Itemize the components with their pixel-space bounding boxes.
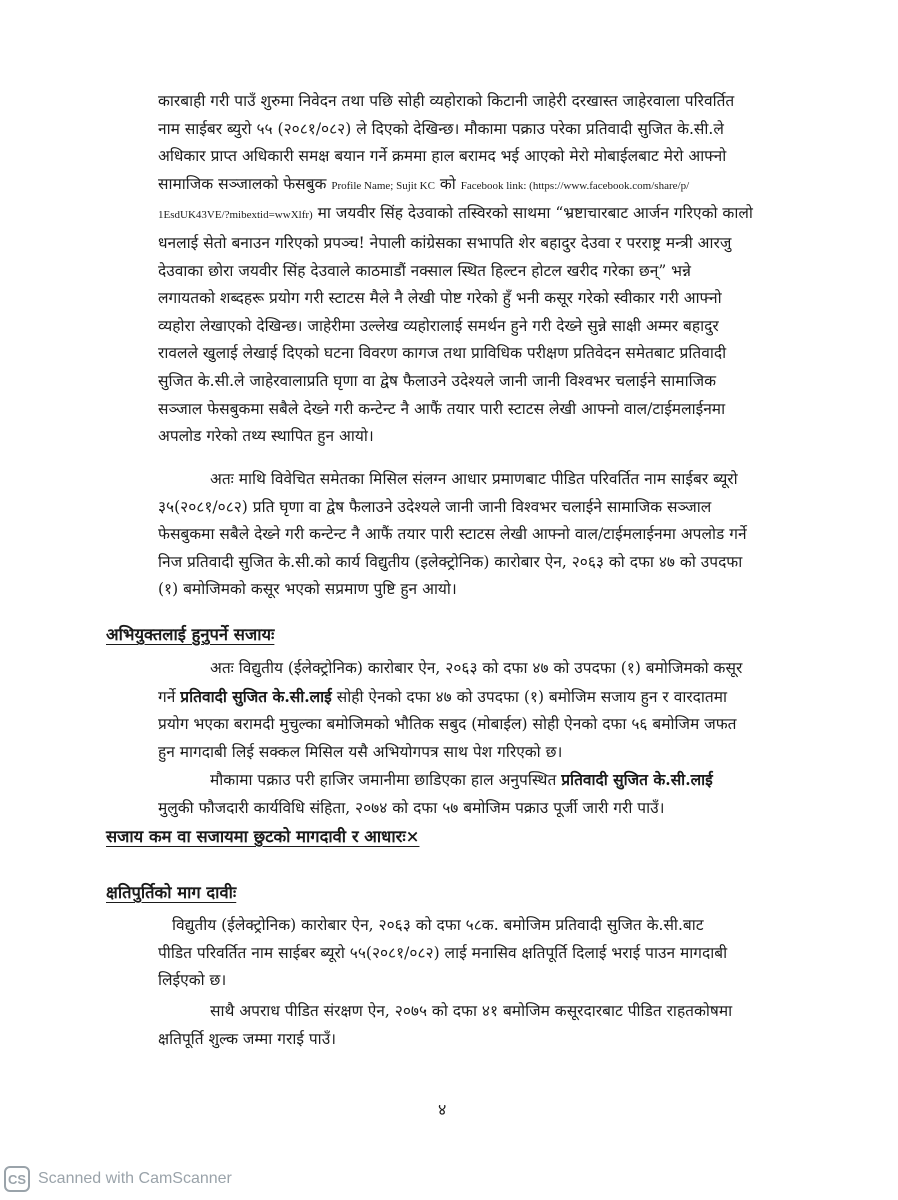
text-line: अतः माथि विवेचित समेतका मिसिल संलग्न आधार प्रमाणबाट पीडित परिवर्तित नाम साईबर ब्यूरो	[210, 470, 738, 488]
text-line: धनलाई सेतो बनाउन गरिएको प्रपञ्च! नेपाली कांग्रेसका सभापति शेर बहादुर देउवा र परराष्ट्र मन्त्री आरजु	[158, 233, 732, 252]
paragraph-3	[158, 655, 848, 766]
text-line: निज प्रतिवादी सुजित के.सी.को कार्य विद्युतीय (इलेक्ट्रोनिक) कारोबार ऐन, २०६३ को दफा ४७ को उपदफा	[158, 552, 743, 571]
paragraph-1	[158, 88, 848, 451]
text-line: सुजित के.सी.ले जाहेरवालाप्रति घृणा वा द्वेष फैलाउने उदेश्यले जानी जानी विश्वभर चलाईने सामाजिक	[158, 371, 717, 390]
text-line: हुन मागदाबी लिई सक्कल मिसिल यसै अभियोगपत्र साथ पेश गरिएको छ।	[158, 742, 563, 761]
text-line-link	[158, 200, 848, 230]
heading-sentence-reduction: सजाय कम वा सजायमा छुटको मागदावी र आधारः×	[106, 827, 420, 846]
text-line	[158, 766, 848, 795]
text-line-facebook	[158, 171, 848, 201]
text-line-rest: मा जयवीर सिंह देउवाको तस्विरको साथमा “भ्रष्टाचारबाट आर्जन गरिएको कालो	[317, 204, 753, 223]
text-line: नाम साईबर ब्युरो ५५ (२०८१/०८२) ले दिएको देखिन्छ। मौकामा पक्राउ परेका प्रतिवादी सुजित के.सी.ले	[158, 119, 724, 138]
heading-compensation: क्षतिपुर्तिको माग दावीः	[106, 883, 237, 902]
text-line: फेसबुकमा सबैले देख्ने गरी कन्टेन्ट नै आफैं तयार पारी स्टाटस लेखी आफ्नो वाल/टाईमलाईनमा अपलोड गर्ने	[158, 525, 747, 544]
heading-sentence: अभियुक्तलाई हुनुपर्ने सजायः	[106, 625, 275, 644]
accused-name-bold: प्रतिवादी सुजित के.सी.लाई	[180, 686, 332, 706]
profile-name-text: Profile Name; Sujit KC	[331, 179, 435, 192]
text-segment: सोही ऐनको दफा ४७ को उपदफा (१) बमोजिम सजाय हुन र वारदातमा	[336, 687, 728, 706]
facebook-link-continued: 1EsdUK43VE/?mibextid=wwXlfr)	[158, 209, 313, 222]
text-segment: मौकामा पक्राउ परी हाजिर जमानीमा छाडिएका हाल अनुपस्थित	[210, 771, 557, 789]
paragraph-6	[158, 998, 848, 1053]
paragraph-2	[158, 466, 848, 604]
text-line: सञ्जाल फेसबुकमा सबैले देख्ने गरी कन्टेन्ट नै आफैं तयार पारी स्टाटस लेखी आफ्नो वाल/टाईमलाईनमा	[158, 399, 726, 418]
text-line: अतः विद्युतीय (ईलेक्ट्रोनिक) कारोबार ऐन, २०६३ को दफा ४७ को उपदफा (१) बमोजिमको कसूर	[210, 659, 743, 677]
text-line: (१) बमोजिमको कसूर भएको सप्रमाण पुष्टि हुन आयो।	[158, 580, 457, 599]
text-line-prefix: सामाजिक सञ्जालको फेसबुक	[158, 174, 327, 193]
paragraph-4	[158, 766, 848, 822]
text-line: अधिकार प्राप्त अधिकारी समक्ष बयान गर्ने क्रममा हाल बरामद भई आएको मेरो मोबाईलबाट मेरो आफ्नो	[158, 147, 727, 166]
text-line: प्रयोग भएका बरामदी मुचुल्का बमोजिमको भौतिक सबुद (मोबाईल) सोही ऐनको दफा ५६ बमोजिम जफत	[158, 715, 737, 734]
text-line	[158, 683, 848, 712]
text-line: मुलुकी फौजदारी कार्यविधि संहिता, २०७४ को दफा ५७ बमोजिम पक्राउ पूर्जी जारी गरी पाउँ।	[158, 798, 665, 817]
ko-text: को	[439, 174, 456, 193]
text-line: विद्युतीय (ईलेक्ट्रोनिक) कारोबार ऐन, २०६३ को दफा ५८क. बमोजिम प्रतिवादी सुजित के.सी.बाट	[172, 916, 704, 934]
facebook-link-text: Facebook link: (https://www.facebook.com/share/p/	[460, 179, 690, 192]
text-line: रावलले खुलाई लेखाई दिएको घटना विवरण कागज तथा प्राविधिक परीक्षण प्रतिवेदन समेतबाट प्रतिवादी	[158, 344, 727, 363]
text-line: कारबाही गरी पाउँ शुरुमा निवेदन तथा पछि सोही व्यहोराको किटानी जाहेरी दरखास्त जाहेरवाला परिवर्तित	[158, 92, 735, 110]
page-number: ४	[438, 1100, 447, 1119]
text-line: लिईएको छ।	[158, 971, 227, 990]
text-line: पीडित परिवर्तित नाम साईबर ब्यूरो ५५(२०८१/०८२) लाई मनासिव क्षतिपूर्ति दिलाई भराई पाउन मागदाबी	[158, 943, 728, 962]
camscanner-watermark	[4, 1166, 232, 1192]
text-line: क्षतिपूर्ति शुल्क जम्मा गराई पाउँ।	[158, 1029, 337, 1048]
accused-name-bold: प्रतिवादी सुजित के.सी.लाई	[561, 770, 713, 789]
watermark-text: Scanned with CamScanner	[38, 1170, 232, 1187]
paragraph-5	[158, 912, 848, 995]
text-line: अपलोड गरेको तथ्य स्थापित हुन आयो।	[158, 427, 374, 446]
text-line: देउवाका छोरा जयवीर सिंह देउवाले काठमाडौं नक्साल स्थित हिल्टन होटल खरीद गरेका छन्” भन्ने	[158, 261, 691, 280]
text-line: व्यहोरा लेखाएको देखिन्छ। जाहेरीमा उल्लेख व्यहोरालाई समर्थन हुने गरी देख्ने सुन्ने साक्षी अम्मर बहादुर	[158, 316, 719, 335]
text-line: लगायतको शब्दहरू प्रयोग गरी स्टाटस मैले नै लेखी पोष्ट गरेको हुँ भनी कसूर गरेको स्वीकार गरी आफ्नो	[158, 289, 722, 308]
text-segment: गर्ने	[158, 687, 176, 706]
camscanner-logo-icon: CS	[4, 1166, 30, 1192]
text-line: ३५(२०८१/०८२) प्रति घृणा वा द्वेष फैलाउने उदेश्यले जानी जानी विश्वभर चलाईने सामाजिक सञ्जाल	[158, 497, 712, 516]
text-line: साथै अपराध पीडित संरक्षण ऐन, २०७५ को दफा ४१ बमोजिम कसूरदारबाट पीडित राहतकोषमा	[210, 1002, 733, 1020]
